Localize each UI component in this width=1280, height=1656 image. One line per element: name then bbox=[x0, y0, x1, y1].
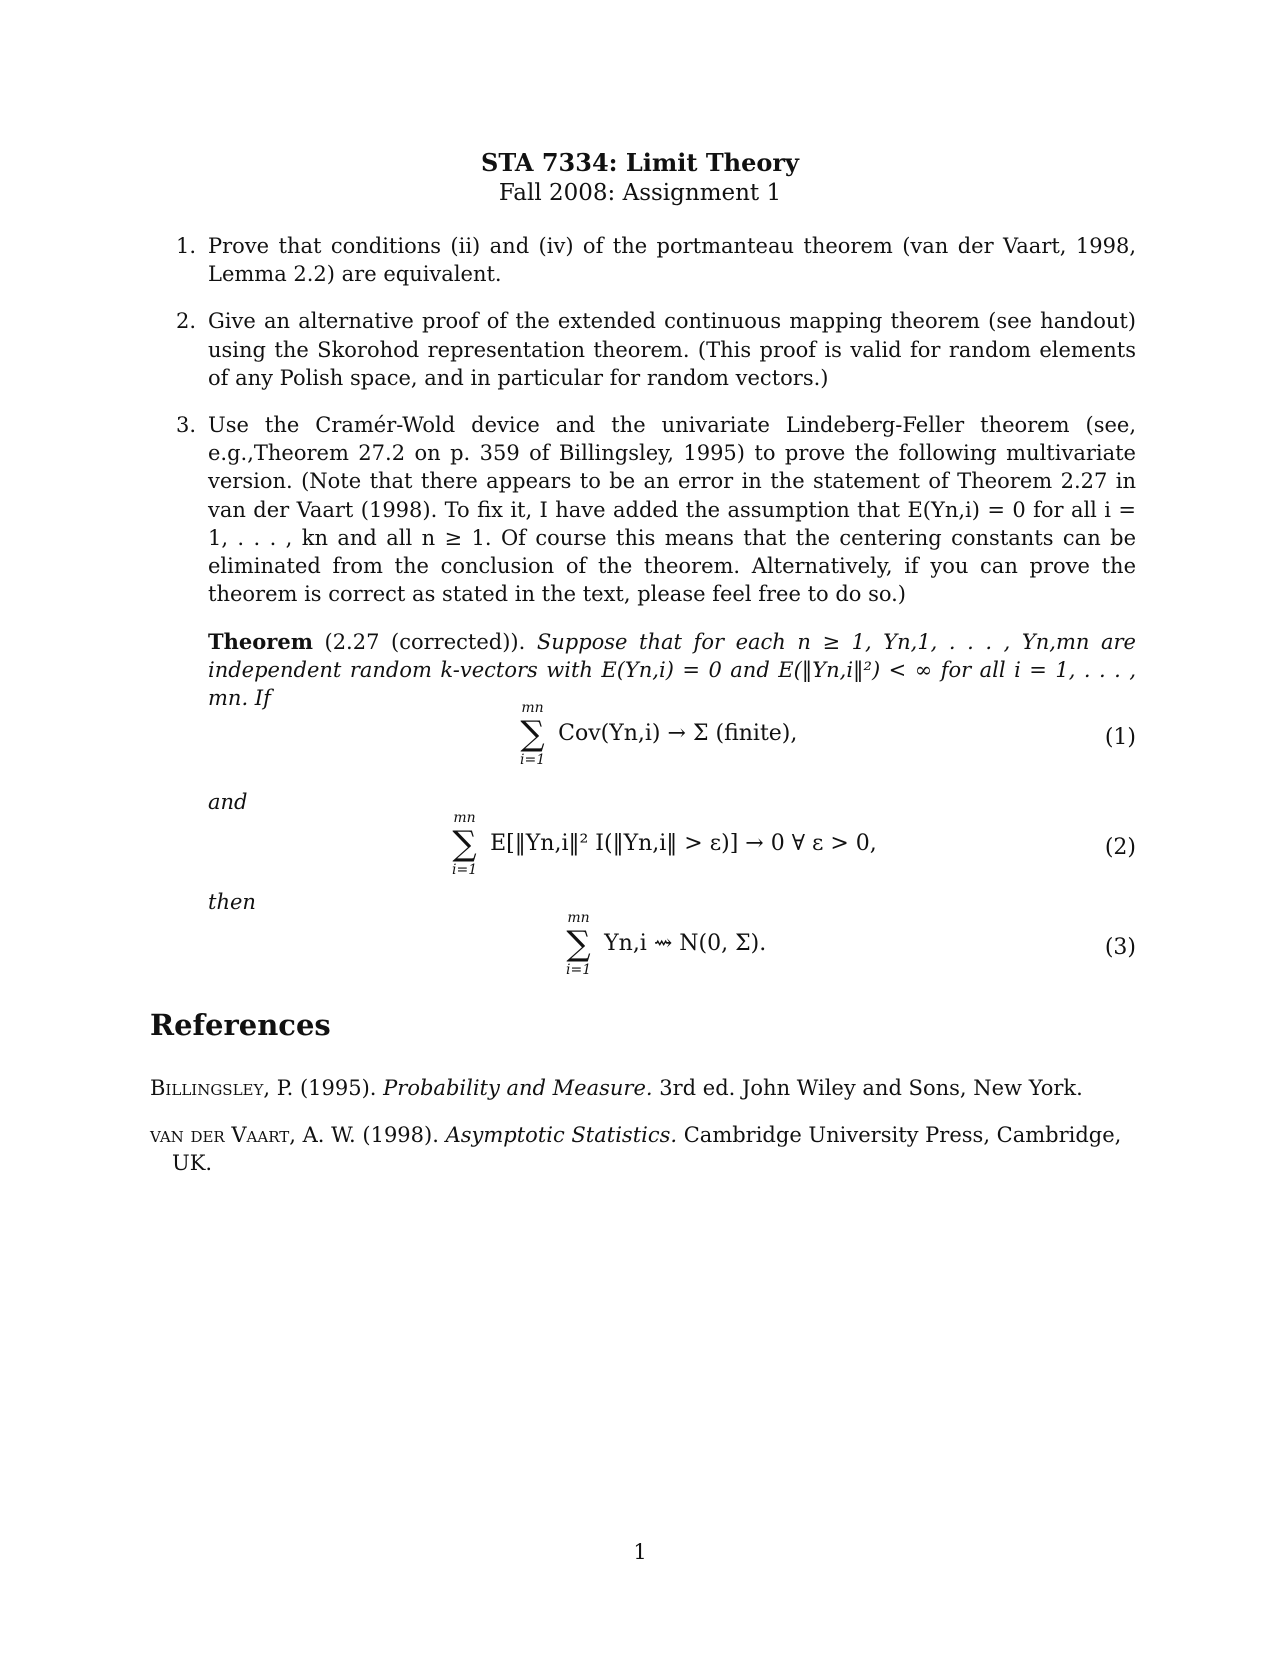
reference-entry bbox=[150, 1074, 1136, 1102]
equation-body: Cov(Yn,i) → Σ (finite), bbox=[558, 721, 798, 746]
problem-text: Give an alternative proof of the extended continuous mapping theorem (see handout) using the Skorohod representation theorem. (This proof is valid for random elements of any Polish space, and in particular for random vectors.) bbox=[208, 309, 1136, 390]
title-block bbox=[0, 148, 1280, 208]
problem-number: 3. bbox=[176, 413, 197, 438]
sum-lower-limit: i=1 bbox=[566, 962, 592, 978]
assignment-subtitle: Fall 2008: Assignment 1 bbox=[498, 180, 782, 206]
reference-author: Billingsley bbox=[150, 1076, 264, 1100]
sum-lower-limit: i=1 bbox=[520, 752, 546, 768]
reference-title: Probability and Measure. bbox=[383, 1076, 653, 1100]
equation-body: Yn,i ⇝ N(0, Σ). bbox=[604, 931, 767, 956]
summation-symbol: mn ∑ i=1 bbox=[452, 810, 478, 878]
problem-text: Prove that conditions (ii) and (iv) of the portmanteau theorem (van der Vaart, 1998, Lemma 2.2) are equivalent. bbox=[208, 234, 1136, 287]
references-heading: References bbox=[150, 1008, 331, 1042]
equation-body: E[‖Yn,i‖² I(‖Yn,i‖ > ε)] → 0 ∀ ε > 0, bbox=[490, 831, 877, 856]
equation-2 bbox=[452, 810, 877, 878]
sum-lower-limit: i=1 bbox=[452, 862, 478, 878]
equation-number: (3) bbox=[1104, 935, 1136, 960]
problem-item bbox=[176, 411, 1136, 608]
reference-year: , P. (1995). bbox=[263, 1076, 384, 1100]
reference-year: , A. W. (1998). bbox=[289, 1123, 446, 1147]
equation-number: (2) bbox=[1104, 835, 1136, 860]
theorem-heading: Theorem bbox=[208, 629, 313, 654]
reference-details: Cambridge University Press, Cambridge, bbox=[677, 1123, 1122, 1147]
summation-symbol: mn ∑ i=1 bbox=[566, 910, 592, 978]
reference-details: 3rd ed. John Wiley and Sons, New York. bbox=[652, 1076, 1083, 1100]
theorem-label: (2.27 (corrected)). bbox=[324, 630, 526, 654]
problem-list bbox=[176, 232, 1136, 627]
problem-item bbox=[176, 232, 1136, 288]
connector-then: then bbox=[208, 890, 256, 914]
equation-number: (1) bbox=[1104, 725, 1136, 750]
equation-3 bbox=[566, 910, 766, 978]
reference-title: Asymptotic Statistics. bbox=[445, 1123, 678, 1147]
problem-item bbox=[176, 307, 1136, 392]
connector-and: and bbox=[208, 790, 248, 814]
equation-1 bbox=[520, 700, 797, 768]
summation-symbol: mn ∑ i=1 bbox=[520, 700, 546, 768]
page-number: 1 bbox=[633, 1540, 647, 1564]
sum-upper-limit: mn bbox=[453, 810, 476, 826]
problem-number: 1. bbox=[176, 234, 197, 258]
theorem-body: Suppose that for each n ≥ 1, Yn,1, . . . , Yn,mn are independent random k-vectors with E(Yn,i) = 0 and E(‖Yn,i‖²) < ∞ for all i = 1, . . . , mn. If bbox=[208, 630, 1136, 711]
reference-entry bbox=[150, 1121, 1136, 1177]
reference-author: van der Vaart bbox=[150, 1123, 290, 1147]
reference-continuation: UK. bbox=[172, 1151, 213, 1176]
problem-text: Use the Cramér-Wold device and the univariate Lindeberg-Feller theorem (see, e.g.,Theorem 27.2 on p. 359 of Billingsley, 1995) to prove the following multivariate version. (Note that there appears to be an error in the statement of Theorem 2.27 in van der Vaart (1998). To fix it, I have added the assumption that E(Yn,i) = 0 for all i = 1, . . . , kn and all n ≥ 1. Of course this means that the centering constants can be eliminated from the conclusion of the theorem. Alternatively, if you can prove the theorem is correct as stated in the text, please feel free to do so.) bbox=[208, 413, 1136, 607]
course-title: STA 7334: Limit Theory bbox=[481, 148, 799, 177]
sum-upper-limit: mn bbox=[521, 700, 544, 716]
problem-number: 2. bbox=[176, 309, 197, 334]
sum-upper-limit: mn bbox=[567, 910, 590, 926]
